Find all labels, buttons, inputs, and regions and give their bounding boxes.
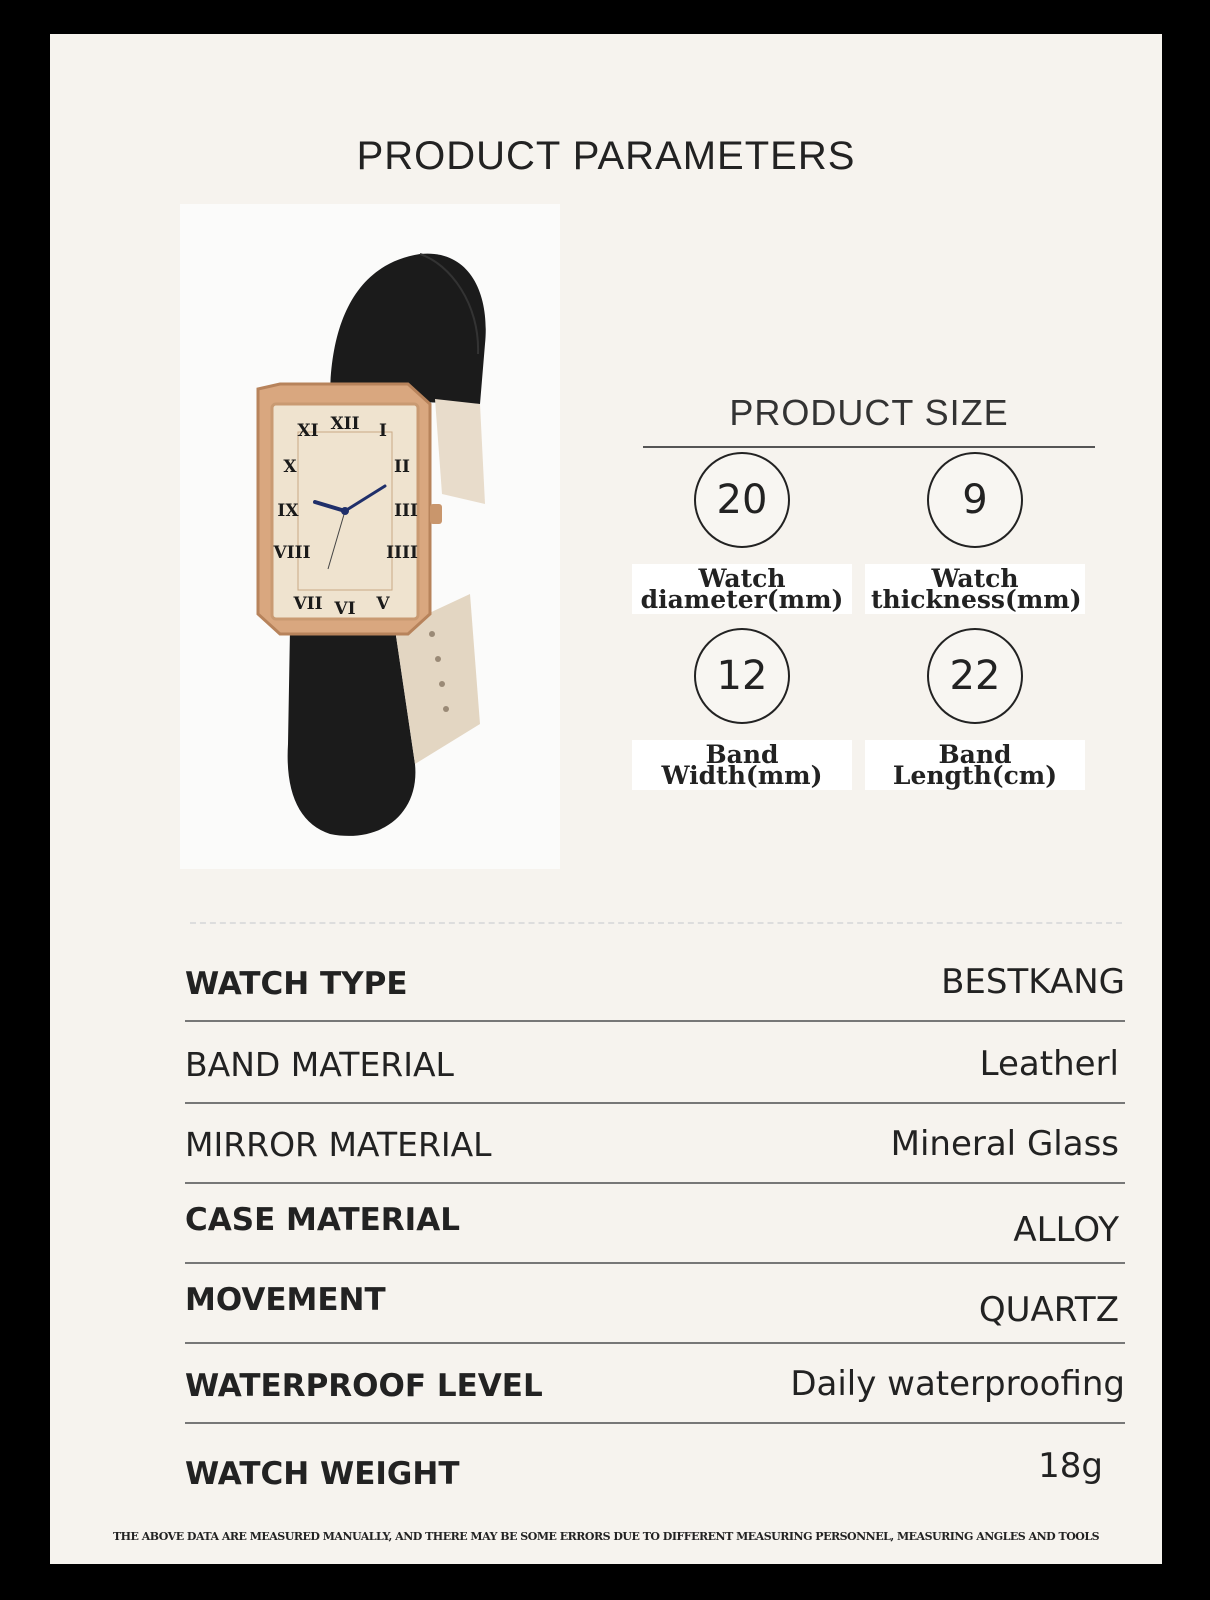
size-label: Band Length(cm) [865, 740, 1085, 790]
spec-value: Mineral Glass [890, 1124, 1119, 1164]
spec-row-waterproof-level [185, 1342, 1125, 1424]
product-size-divider [643, 446, 1095, 448]
spec-value: 18g [1038, 1446, 1103, 1486]
product-card [50, 34, 1162, 1564]
strap-keeper [435, 399, 485, 504]
spec-value: Leatherl [979, 1044, 1119, 1084]
numeral-4: IIII [386, 543, 418, 563]
lower-strap [288, 629, 416, 836]
size-item-thickness [865, 452, 1085, 614]
size-item-band-width [632, 628, 852, 790]
spec-row-band-material [185, 1022, 1125, 1104]
size-item-diameter [632, 452, 852, 614]
numeral-3: III [394, 501, 418, 521]
size-label: Watch thickness(mm) [865, 564, 1085, 614]
product-size-title: PRODUCT SIZE [729, 392, 1009, 433]
crown [430, 504, 442, 524]
numeral-1: I [379, 421, 387, 441]
spec-label: CASE MATERIAL [185, 1202, 460, 1238]
spec-row-watch-type [185, 940, 1125, 1022]
spec-row-mirror-material [185, 1102, 1125, 1184]
spec-value: ALLOY [1013, 1210, 1119, 1250]
spec-label: BAND MATERIAL [185, 1045, 454, 1084]
spec-row-case-material [185, 1182, 1125, 1264]
spec-value: QUARTZ [978, 1290, 1119, 1330]
spec-label: WATERPROOF LEVEL [185, 1368, 543, 1404]
watch-illustration [180, 204, 560, 869]
spec-label: WATCH WEIGHT [185, 1456, 460, 1492]
numeral-6: VI [334, 599, 356, 619]
spec-row-watch-weight [185, 1422, 1125, 1502]
size-label: Watch diameter(mm) [632, 564, 852, 614]
watch-image [180, 204, 560, 869]
spec-value: Daily waterproofing [790, 1364, 1125, 1404]
numeral-11: XI [297, 421, 319, 441]
measurement-disclaimer: THE ABOVE DATA ARE MEASURED MANUALLY, AND THERE MAY BE SOME ERRORS DUE TO DIFFERENT MEASURING PERSONNEL, MEASURING ANGLES AND TOOLS [112, 1530, 1100, 1543]
size-value-circle: 12 [694, 628, 790, 724]
size-item-band-length [865, 628, 1085, 790]
upper-strap [330, 254, 486, 404]
spec-row-movement [185, 1262, 1125, 1344]
size-value-circle: 22 [927, 628, 1023, 724]
numeral-2: II [394, 457, 410, 477]
numeral-8: VIII [273, 543, 311, 563]
size-value-circle: 9 [927, 452, 1023, 548]
spec-value: BESTKANG [941, 962, 1125, 1002]
size-value-circle: 20 [694, 452, 790, 548]
size-label: Band Width(mm) [632, 740, 852, 790]
dashed-divider [190, 922, 1122, 924]
numeral-7: VII [293, 594, 323, 614]
page-title: PRODUCT PARAMETERS [356, 134, 856, 178]
spec-label: MIRROR MATERIAL [185, 1125, 492, 1164]
spec-label: MOVEMENT [185, 1282, 386, 1318]
spec-label: WATCH TYPE [185, 966, 408, 1002]
numeral-9: IX [277, 501, 299, 521]
numeral-12: XII [330, 414, 360, 434]
numeral-5: V [376, 594, 390, 614]
numeral-10: X [283, 457, 297, 477]
